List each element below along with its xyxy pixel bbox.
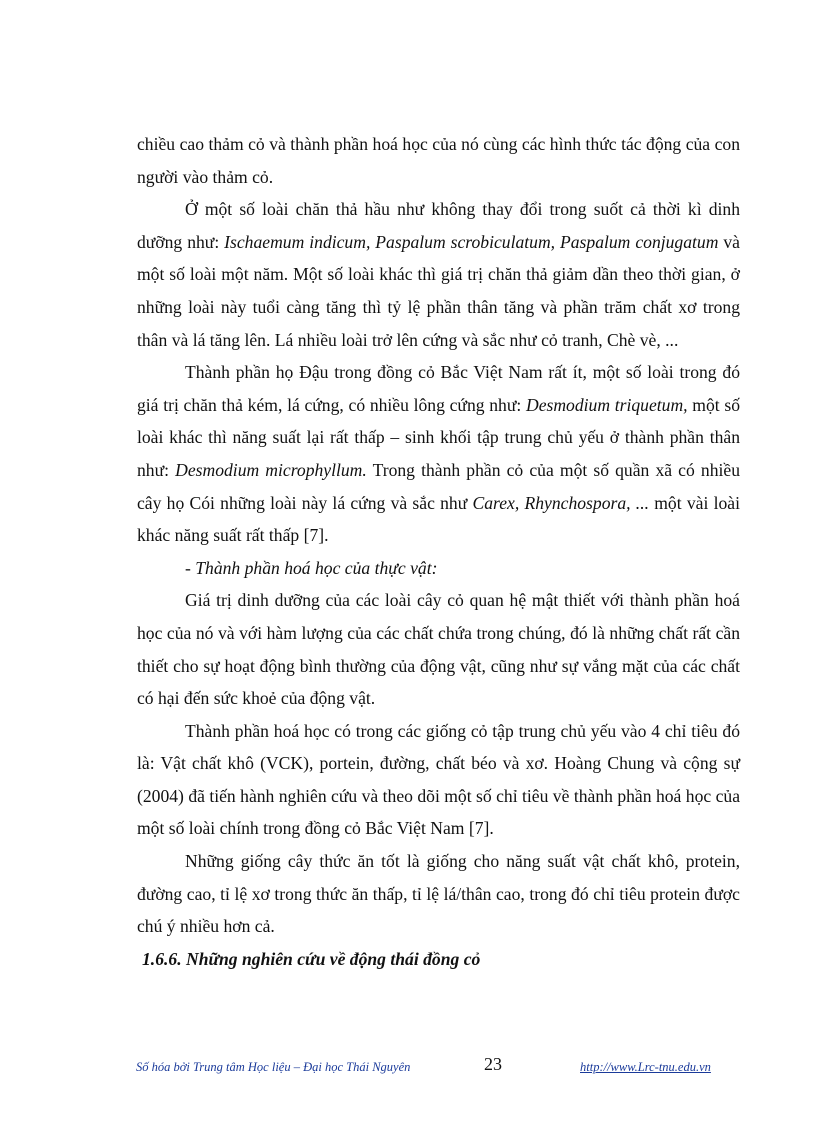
paragraph-3-text-g: một vài loài khác năng suất rất thấp [7].: [137, 492, 740, 546]
body-text: [137, 128, 740, 975]
footer-credit: Số hóa bởi Trung tâm Học liệu – Đại học Thái Nguyên: [136, 1060, 411, 1074]
paragraph-5: Giá trị dinh dưỡng của các loài cây cỏ quan hệ mật thiết với thành phần hoá học của nó và với hàm lượng của các chất chứa trong chúng, đó là những chất rất cần thiết cho sự hoạt động bình thường của động vật, cũng như sự vắng mặt của các chất có hại đến sức khoẻ của động vật.: [137, 590, 740, 709]
paragraph-2-text-c: và một số loài một năm. Một số loài khác thì giá trị chăn thả giảm dần theo thời gian, ở những loài này tuổi càng tăng thì tỷ lệ phần thân tăng và phần trăm chất xơ trong thân và lá tăng lên. Lá nhiều loài trở lên cứng và sắc như cỏ tranh, Chè vè, ...: [137, 231, 740, 350]
species-desmodium-triquetum: Desmodium triquetum,: [525, 394, 688, 415]
species-carex-rhynchospora: Carex, Rhynchospora, ...: [472, 492, 649, 513]
subheading-text: - Thành phần hoá học của thực vật:: [185, 557, 438, 578]
page-number: 23: [484, 1054, 502, 1074]
paragraph-3: [137, 356, 740, 552]
paragraph-1: chiều cao thảm cỏ và thành phần hoá học của nó cùng các hình thức tác động của con người vào thảm cỏ.: [137, 134, 740, 187]
paragraph-6: Thành phần hoá học có trong các giống cỏ tập trung chủ yếu vào 4 chỉ tiêu đó là: Vật chất khô (VCK), portein, đường, chất béo và xơ. Hoàng Chung và cộng sự (2004) đã tiến hành nghiên cứu và theo dõi một số chỉ tiêu về thành phần hoá học của một số loài chính trong đồng cỏ Bắc Việt Nam [7].: [137, 720, 740, 839]
paragraph-3-text-e: Trong thành phần cỏ của một số quần xã có nhiều cây họ Cói những loài này lá cứng và sắc như: [137, 459, 740, 513]
subheading-chemical-composition: [137, 552, 740, 585]
paragraph-2-text-a: Ở một số loài chăn thả hầu như không thay đổi trong suốt cả thời kì dinh dưỡng như:: [137, 199, 740, 252]
section-heading: 1.6.6. Những nghiên cứu về động thái đồng cỏ: [142, 948, 481, 969]
paragraph-2: [137, 193, 740, 356]
paragraph-3-text-a: Thành phần họ Đậu trong đồng cỏ Bắc Việt Nam rất ít, một số loài trong đó giá trị chăn thả kém, lá cứng, có nhiều lông cứng như:: [137, 362, 740, 415]
species-desmodium-microphyllum: Desmodium microphyllum.: [175, 459, 367, 480]
species-list-1: Ischaemum indicum, Paspalum scrobiculatum, Paspalum conjugatum: [224, 231, 719, 252]
paragraph-7: Những giống cây thức ăn tốt là giống cho năng suất vật chất khô, protein, đường cao, tỉ lệ xơ trong thức ăn thấp, tỉ lệ lá/thân cao, trong đó chỉ tiêu protein được chú ý nhiều hơn cả.: [137, 851, 740, 937]
page-footer: [0, 1054, 816, 1082]
footer-link[interactable]: http://www.Lrc-tnu.edu.vn: [580, 1060, 711, 1074]
paragraph-3-text-c: một số loài khác thì năng suất lại rất thấp – sinh khối tập trung chủ yếu ở thành phần thân như:: [137, 394, 740, 480]
